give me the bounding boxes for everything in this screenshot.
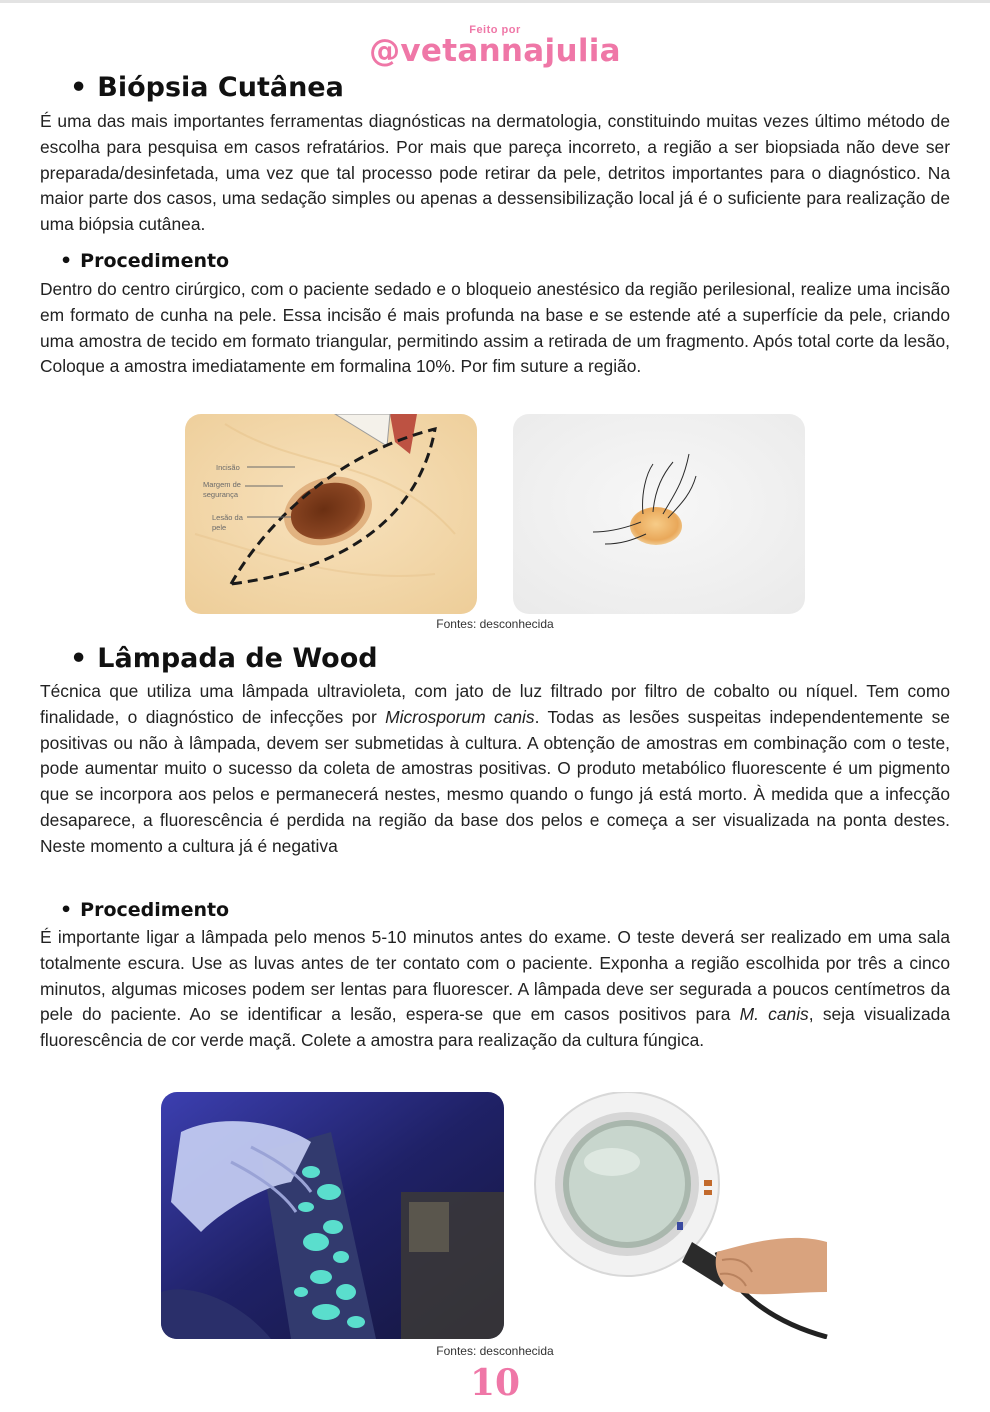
label-lesao-2: pele <box>212 523 227 532</box>
author-handle: @vetannajulia <box>369 33 621 69</box>
biopsia-paragraph: É uma das mais importantes ferramentas diagnósticas na dermatologia, constituindo muitas vezes último método de escolha para pesquisa em casos refratários. Por mais que pareça incorreto, a região a ser biopsiada não deve ser preparada/desinfetada, uma vez que tal processo pode retirar da pele, detritos importantes para o diagnóstico. Na maior parte dos casos, uma sedação simples ou apenas a dessensibilização local já é o suficiente para realização de uma biópsia cutânea. <box>40 111 950 235</box>
top-border <box>0 0 990 3</box>
label-lesao-1: Lesão da <box>212 513 243 522</box>
biopsia-procedure-paragraph: Dentro do centro cirúrgico, com o paciente sedado e o bloqueio anestésico da região perilesional, realize uma incisão em formato de cunha na pele. Essa incisão é mais profunda na base e se estende até a superfície da pele, criando uma amostra de tecido em formato triangular, permitindo assim a retirada de um fragmento. Após total corte da lesão, Coloque a amostra imediatamente em formalina 10%. Por fim suture a região. <box>40 279 950 377</box>
label-margem-2: segurança <box>203 490 239 499</box>
skin-sample-photo <box>513 414 805 614</box>
procedure-title-biopsia: • Procedimento <box>60 250 229 272</box>
label-incisao: Incisão <box>216 463 240 472</box>
figure-caption-wood: Fontes: desconhecida <box>436 1344 554 1358</box>
wood-procedure-paragraph: É importante ligar a lâmpada pelo menos 5-10 minutos antes do exame. O teste deverá ser realizado em uma sala totalmente escura. Use as luvas antes de ter contato com o paciente. Exponha a região escolhida por três a cinco minutos, algumas micoses podem ser lentas para fluorescer. A lâmpada deve ser segurada a poucos centímetros da pele do paciente. Ao se identificar a lesão, espera-se que em casos positivos para M. canis, seja visualizada fluorescência de cor verde maçã. Colete a amostra para realização da cultura fúngica. <box>40 927 950 1051</box>
procedure-title-wood: • Procedimento <box>60 899 229 921</box>
wood-paragraph: Técnica que utiliza uma lâmpada ultravioleta, com jato de luz filtrado por filtro de cobalto ou níquel. Tem como finalidade, o diagnóstico de infecções por Microsporum canis. Todas as lesões suspeitas independentemente se positivas ou não à lâmpada, devem ser submetidas à cultura. A obtenção de amostras em combinação com o teste, pode aumentar muito o sucesso da coleta de amostras positivas. O produto metabólico fluorescente é um pigmento que se incorpora aos pelos e permanecerá nestes, mesmo quando o fungo já está morto. À medida que a infecção desaparece, a fluorescência é perdida na região da base dos pelos e começa a ser visualizada na ponta destes. Neste momento a cultura já é negativa <box>40 681 950 856</box>
section-title-biopsia: • Biópsia Cutânea <box>70 72 344 103</box>
figure-caption-biopsia: Fontes: desconhecida <box>436 617 554 631</box>
wood-lamp-photo <box>532 1092 832 1339</box>
page-number: 10 <box>469 1362 521 1404</box>
credit-label: Feito por <box>469 24 521 36</box>
biopsy-diagram-image <box>185 414 477 614</box>
section-title-wood: • Lâmpada de Wood <box>70 643 378 674</box>
label-margem-1: Margem de <box>203 480 241 489</box>
uv-fluorescence-photo <box>161 1092 504 1339</box>
